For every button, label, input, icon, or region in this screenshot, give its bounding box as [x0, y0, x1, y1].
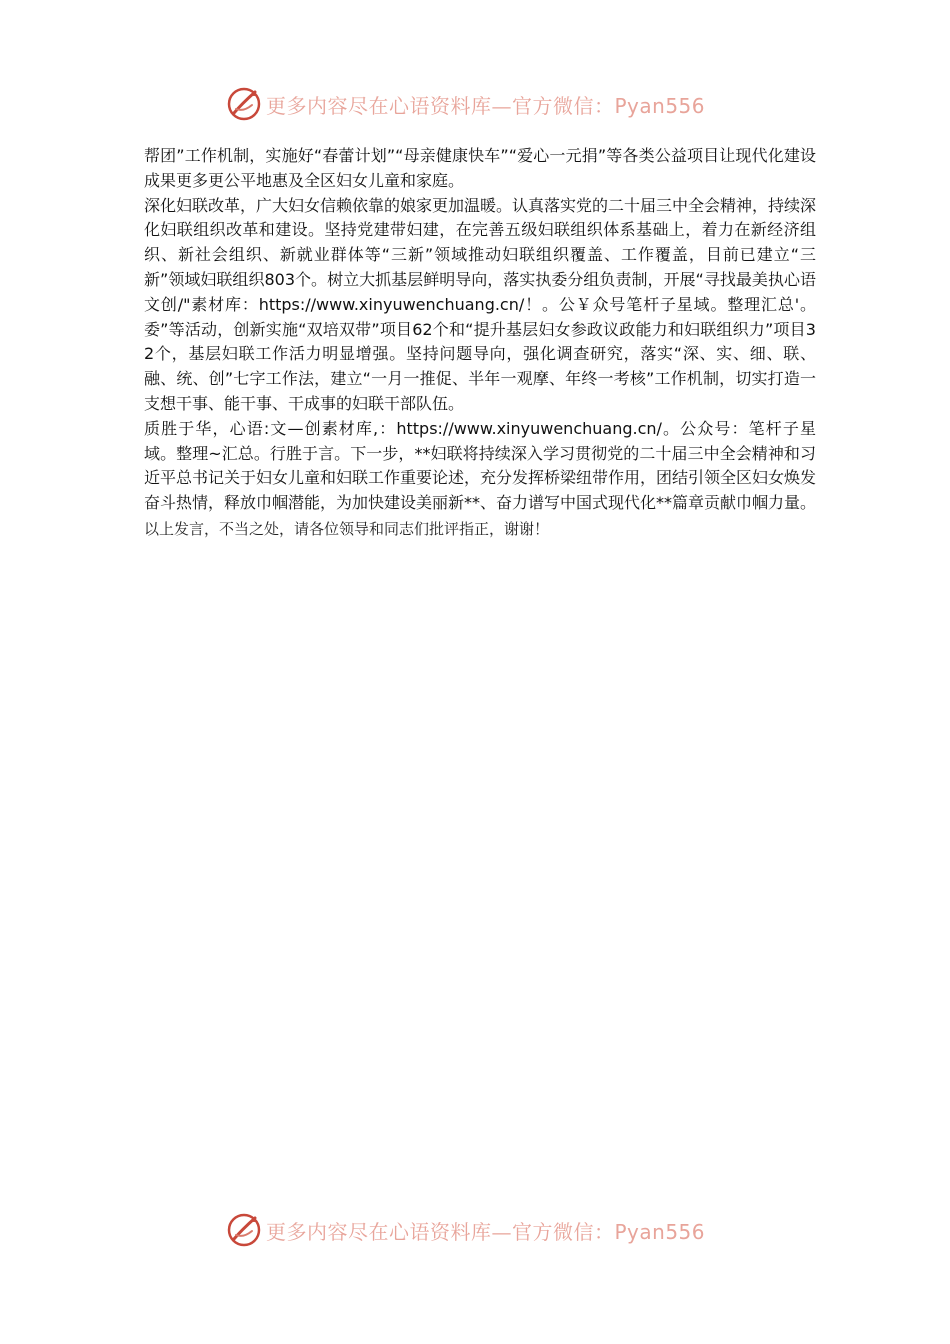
banner-contact-id: Pyan556 [614, 1219, 706, 1244]
paragraph: 质胜于华，心语:文—创素材库,：https://www.xinyuwenchuang.cn/。公众号：笔杆子星域。整理~汇总。行胜于言。下一步，**妇联将持续深入学习贯彻党的二十届三中全会精神和习近平总书记关于妇女儿童和妇联工作重要论述，充分发挥桥梁纽带作用，团结引领全区妇女焕发奋斗热情，释放巾帼潜能，为加快建设美丽新**、奋力谱写中国式现代化**篇章贡献巾帼力量。 [144, 418, 817, 513]
header-banner [226, 84, 746, 124]
banner-dash: — [491, 93, 512, 118]
brush-pen-logo-icon [226, 1212, 262, 1248]
banner-main: 更多内容尽在心语资料库 [266, 1219, 492, 1244]
banner-dash: — [491, 1219, 512, 1244]
banner-text [266, 90, 705, 119]
banner-main: 更多内容尽在心语资料库 [266, 93, 492, 118]
banner-text [266, 1216, 705, 1245]
paragraph: 深化妇联改革，广大妇女信赖依靠的娘家更加温暖。认真落实党的二十届三中全会精神，持续深化妇联组织改革和建设。坚持党建带妇建，在完善五级妇联组织体系基础上，着力在新经济组织、新社会组织、新就业群体等“三新”领域推动妇联组织覆盖、工作覆盖，目前已建立“三新”领域妇联组织803个。树立大抓基层鲜明导向，落实执委分组负责制，开展“寻找最美执心语文创/"素材库：https://www.xinyuwenchuang.cn/！。公￥众号笔杆子星域。整理汇总'。委”等活动，创新实施“双培双带”项目62个和“提升基层妇女参政议政能力和妇联组织力”项目32个，基层妇联工作活力明显增强。坚持问题导向，强化调查研究，落实“深、实、细、联、融、统、创”七字工作法，建立“一月一推促、半年一观摩、年终一考核”工作机制，切实打造一支想干事、能干事、干成事的妇联干部队伍。 [144, 195, 817, 413]
paragraph: 帮团”工作机制，实施好“春蕾计划”“母亲健康快车”“爱心一元捐”等各类公益项目让现代化建设成果更多更公平地惠及全区妇女儿童和家庭。 [144, 146, 816, 190]
banner-contact-label: 官方微信： [512, 93, 615, 118]
banner-contact-id: Pyan556 [614, 93, 706, 118]
document-body [144, 144, 816, 541]
closing-remark: 以上发言，不当之处，请各位领导和同志们批评指正，谢谢！ [144, 519, 550, 538]
brush-pen-logo-icon [226, 86, 262, 122]
footer-banner [226, 1210, 746, 1250]
banner-contact-label: 官方微信： [512, 1219, 615, 1244]
